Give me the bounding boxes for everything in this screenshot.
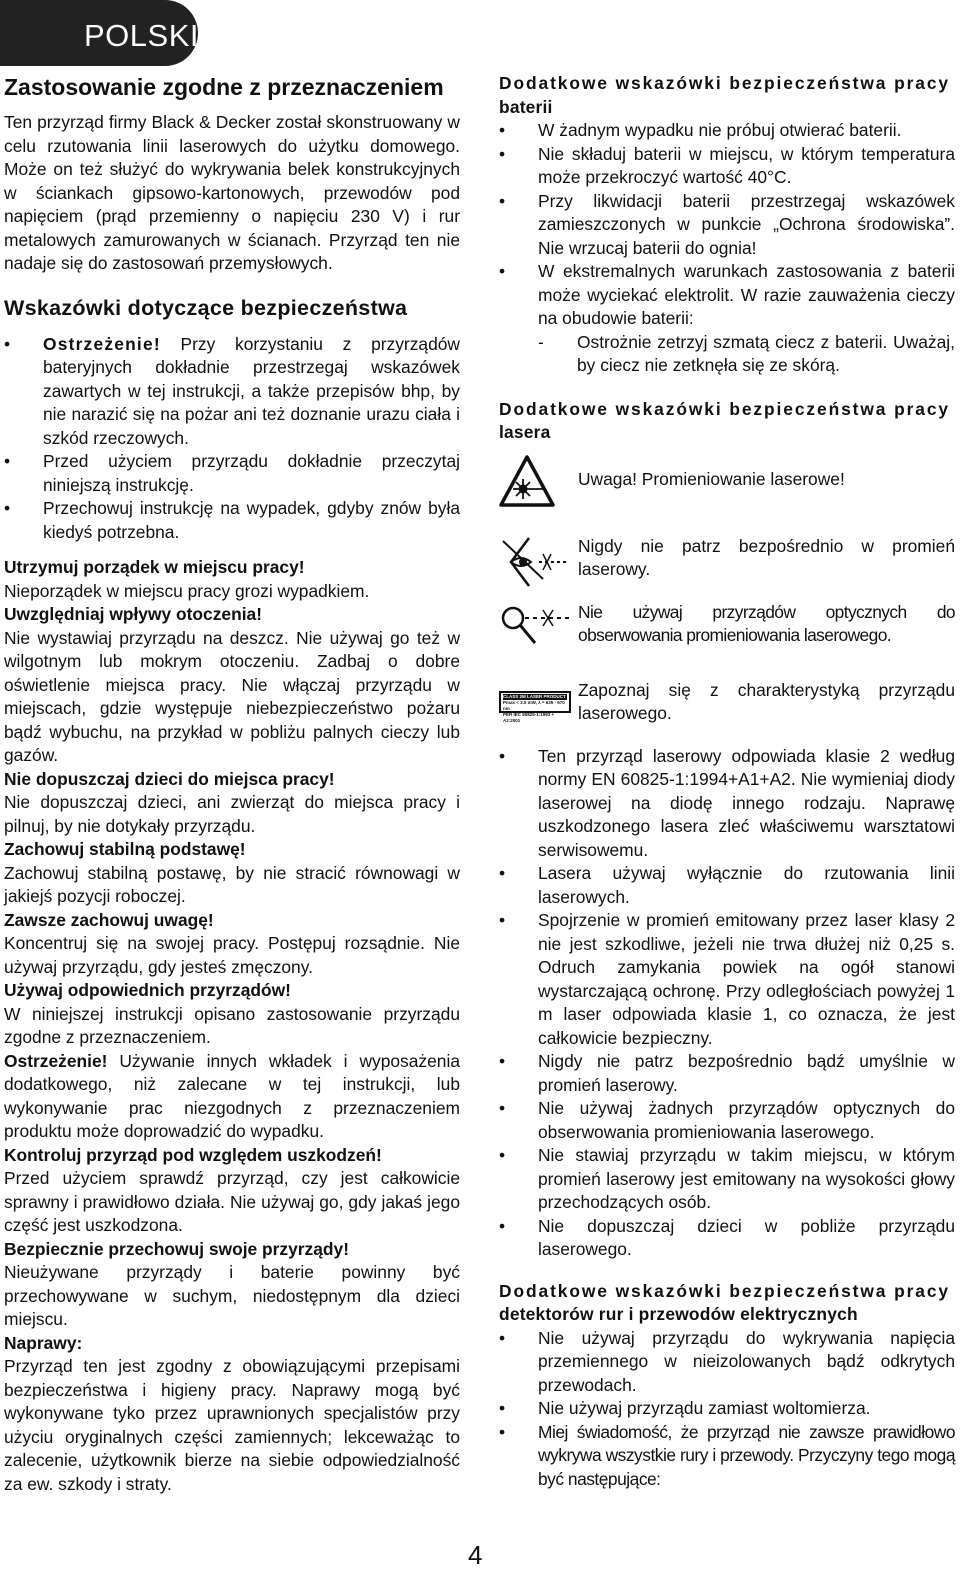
rule-title: Kontroluj przyrząd pod względem uszkodzeń! bbox=[4, 1144, 382, 1165]
laser-heading bbox=[499, 398, 955, 445]
rule-title: Zachowuj stabilną podstawę! bbox=[4, 839, 246, 859]
laser-warning-text: Uwaga! Promieniowanie laserowe! bbox=[578, 468, 845, 489]
detectors-heading-line1: Dodatkowe wskazówki bezpieczeństwa pracy bbox=[499, 1280, 950, 1301]
laser-icon-row-eye bbox=[499, 533, 955, 605]
rule-title: Naprawy: bbox=[4, 1332, 83, 1353]
magnifier-warning-text: Nie używaj przyrządów optycznych do obserwowania promieniowania laserowego. bbox=[578, 601, 955, 645]
rule-1 bbox=[4, 603, 460, 768]
safety-heading: Wskazówki dotyczące bezpieczeństwa bbox=[4, 295, 408, 320]
warning-label: Ostrzeżenie! bbox=[43, 333, 161, 354]
caution-label: Ostrzeżenie! bbox=[4, 1050, 108, 1071]
label-line: Pmax < 3.5 mW, λ = 635 - 670 nm bbox=[503, 699, 565, 711]
detectors-item: • Nie używaj przyrządu zamiast woltomierza. bbox=[499, 1397, 955, 1421]
rule-title: Uwzględniaj wpływy otoczenia! bbox=[4, 604, 262, 624]
laser-icon-row-warning bbox=[499, 455, 955, 533]
eye-icon bbox=[499, 535, 571, 589]
caution-paragraph bbox=[4, 1050, 460, 1144]
detectors-heading-line2: detektorów rur i przewodów elektrycznych bbox=[499, 1304, 858, 1324]
language-label: POLSKI bbox=[84, 18, 199, 53]
label-warning-text: Zapoznaj się z charakterystyką przyrządu laserowego. bbox=[578, 679, 955, 723]
safety-item-read-manual: • Przed użyciem przyrządu dokładnie przeczytaj niniejszą instrukcję. bbox=[4, 450, 460, 497]
batteries-item: • W ekstremalnych warunkach zastosowania z baterii może wyciekać elektrolit. W razie zauważenia cieczy na obudowie baterii: bbox=[499, 260, 955, 331]
laser-heading-line2: lasera bbox=[499, 422, 551, 442]
laser-class-label-icon bbox=[499, 691, 571, 723]
rule-3 bbox=[4, 838, 460, 909]
safety-list bbox=[4, 333, 460, 545]
rule-text: Przed użyciem sprawdź przyrząd, czy jest całkowicie sprawny i prawidłowo działa. Nie używaj go, gdy jakaś jego część jest uszkodzona. bbox=[4, 1168, 460, 1235]
laser-item: • Nie używaj żadnych przyrządów optycznych do obserwowania promieniowania laserowego. bbox=[499, 1097, 955, 1144]
laser-item: • Nie dopuszczaj dzieci w pobliże przyrządu laserowego. bbox=[499, 1215, 955, 1262]
rule-title: Zawsze zachowuj uwagę! bbox=[4, 909, 214, 930]
batteries-item: • Przy likwidacji baterii przestrzegaj wskazówek zamieszczonych w punkcie „Ochrona środowiska”. Nie wrzucaj baterii do ognia! bbox=[499, 190, 955, 261]
laser-item: • Spojrzenie w promień emitowany przez laser klasy 2 nie jest szkodliwe, jeżeli nie trwa dłużej niż 0,25 s. Odruch zamykania powiek na ogół stanowi wystarczającą ochronę. Przy odległościach powyżej 1 m laser odpowiada klasie 1, co oznacza, że jest całkowicie bezpieczny. bbox=[499, 909, 955, 1050]
dash-item-text: Ostrożnie zetrzyj szmatą ciecz z baterii. Uważaj, by ciecz nie zetknęła się ze skórą. bbox=[577, 331, 955, 375]
batteries-item: • W żadnym wypadku nie próbuj otwierać baterii. bbox=[499, 119, 955, 143]
eye-warning-text: Nigdy nie patrz bezpośrednio w promień laserowy. bbox=[578, 535, 955, 579]
rule-text: Nie wystawiaj przyrządu na deszcz. Nie używaj go też w wilgotnym lub mokrym otoczeniu. Zadbaj o dobre oświetlenie miejsca pracy. Nie włączaj przyrządu w miejscach, gdzie występuje niebezpieczeństwo pożaru bądź wybuchu, na przykład w pobliżu palnych cieczy lub gazów. bbox=[4, 627, 460, 765]
batteries-list bbox=[499, 119, 955, 331]
rule-title: Używaj odpowiednich przyrządów! bbox=[4, 980, 291, 1000]
page-number: 4 bbox=[468, 1540, 483, 1570]
rule-6 bbox=[4, 1144, 460, 1238]
rule-text: Nie dopuszczaj dzieci, ani zwierząt do miejsca pracy i pilnuj, by nie dotykały przyrządu. bbox=[4, 792, 460, 836]
rule-text: Zachowuj stabilną postawę, by nie stracić równowagi w jakiejś pozycji roboczej. bbox=[4, 862, 460, 906]
laser-list bbox=[499, 745, 955, 1262]
intended-use-text: Ten przyrząd firmy Black & Decker został skonstruowany w celu rzutowania linii laserowych do użytku domowego. Może on też służyć do wykrywania belek konstrukcyjnych w ściankach gipsowo-kartonowych, przewodów pod napięciem (prąd przemienny o napięciu 230 V) i rur metalowych zamurowanych w ścianach. Przyrząd ten nie nadaje się do zastosowań przemysłowych. bbox=[4, 112, 460, 273]
rule-7 bbox=[4, 1238, 460, 1332]
rule-text: Nieużywane przyrządy i baterie powinny być przechowywane w suchym, niedostępnym dla dzieci miejscu. bbox=[4, 1262, 460, 1329]
rule-text: Koncentruj się na swojej pracy. Postępuj rozsądnie. Nie używaj przyrządu, gdy jesteś zmęczony. bbox=[4, 933, 460, 977]
laser-heading-line1: Dodatkowe wskazówki bezpieczeństwa pracy bbox=[499, 398, 950, 419]
rule-text: Przyrząd ten jest zgodny z obowiązującymi przepisami bezpieczeństwa i higieny pracy. Naprawy mogą być wykonywane tyko przez uprawnionych specjalistów przy użyciu oryginalnych części zamiennych; lekceważąc to zalecenie, użytkownik bierze na siebie odpowiedzialność za ew. szkody i straty. bbox=[4, 1356, 460, 1494]
batteries-heading bbox=[499, 72, 955, 119]
label-line: CLASS 2M LASER PRODUCT bbox=[503, 693, 566, 699]
safety-item-warning bbox=[4, 333, 460, 451]
right-column bbox=[499, 72, 955, 1491]
laser-item: • Nie stawiaj przyrządu w takim miejscu, w którym promień laserowy jest emitowany na wysokości głowy przechodzących osób. bbox=[499, 1144, 955, 1215]
rule-text: W niniejszej instrukcji opisano zastosowanie przyrządu zgodne z przeznaczeniem. bbox=[4, 1003, 460, 1047]
magnifier-icon bbox=[499, 605, 573, 649]
rule-2 bbox=[4, 768, 460, 839]
rule-0 bbox=[4, 556, 460, 603]
laser-item: • Nigdy nie patrz bezpośrednio bądź umyślnie w promień laserowy. bbox=[499, 1050, 955, 1097]
batteries-heading-line1: Dodatkowe wskazówki bezpieczeństwa pracy bbox=[499, 73, 950, 93]
rule-text: Nieporządek w miejscu pracy grozi wypadkiem. bbox=[4, 580, 370, 601]
laser-item: • Lasera używaj wyłącznie do rzutowania linii laserowych. bbox=[499, 862, 955, 909]
batteries-heading-line2: baterii bbox=[499, 96, 553, 117]
rule-8 bbox=[4, 1332, 460, 1497]
batteries-dash-item bbox=[499, 331, 955, 378]
laser-icon-row-magnifier bbox=[499, 601, 955, 679]
warning-text: Przy korzystaniu z przyrządów bateryjnych dokładnie przestrzegaj wskazówek zawartych w tej instrukcji, a także przepisów bhp, by nie narazić się na pożar ani też doznanie urazu ciała i szkód rzeczowych. bbox=[43, 333, 460, 448]
detectors-list bbox=[499, 1327, 955, 1492]
batteries-item: • Nie składuj baterii w miejscu, w którym temperatura może przekroczyć wartość 40°C. bbox=[499, 143, 955, 190]
language-tab bbox=[0, 0, 198, 66]
intended-use-heading: Zastosowanie zgodne z przeznaczeniem bbox=[4, 74, 444, 100]
left-column bbox=[4, 72, 460, 1496]
dash-marker: - bbox=[538, 331, 544, 352]
laser-item: • Ten przyrząd laserowy odpowiada klasie 2 według normy EN 60825-1:1994+A1+A2. Nie wymieniaj diody laserowej na diodę innego rodzaju. Naprawę uszkodzonego lasera zleć właściwemu warsztatowi serwisowemu. bbox=[499, 745, 955, 863]
rule-title: Utrzymuj porządek w miejscu pracy! bbox=[4, 557, 305, 577]
rule-title: Bezpiecznie przechowuj swoje przyrządy! bbox=[4, 1238, 350, 1259]
laser-warning-icon bbox=[499, 455, 555, 507]
safety-item-keep-manual: • Przechowuj instrukcję na wypadek, gdyby znów była kiedyś potrzebna. bbox=[4, 497, 460, 544]
laser-icon-row-label bbox=[499, 679, 955, 745]
detectors-heading bbox=[499, 1280, 955, 1327]
caution-text: Używanie innych wkładek i wyposażenia dodatkowego, niż zalecane w tej instrukcji, lub wykonywanie prac niezgodnych z przeznaczeniem produktu może doprowadzić do wypadku. bbox=[4, 1050, 460, 1141]
rule-5 bbox=[4, 979, 460, 1050]
detectors-item: • Miej świadomość, że przyrząd nie zawsze prawidłowo wykrywa wszystkie rury i przewody. Przyczyny tego mogą być następujące: bbox=[499, 1421, 955, 1492]
detectors-item: • Nie używaj przyrządu do wykrywania napięcia przemiennego w nieizolowanych bądź odkrytych przewodach. bbox=[499, 1327, 955, 1398]
rule-4 bbox=[4, 909, 460, 980]
label-line: PER IEC 60825-1:1993 + A2:2001 bbox=[503, 711, 555, 723]
rule-title: Nie dopuszczaj dzieci do miejsca pracy! bbox=[4, 768, 335, 789]
